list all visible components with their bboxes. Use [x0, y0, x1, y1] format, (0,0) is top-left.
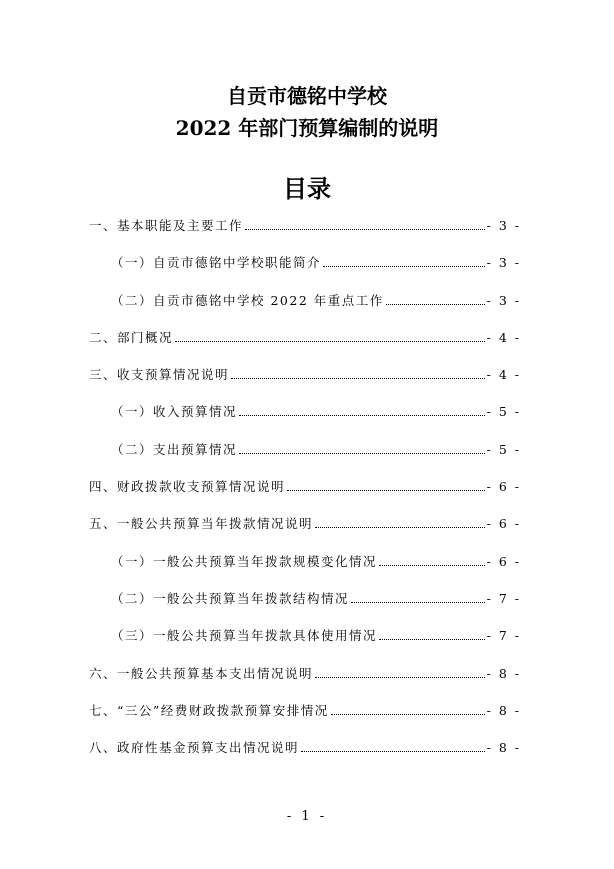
toc-entry-label: （二）支出预算情况	[111, 441, 238, 457]
toc-entry-label: 三、收支预算情况说明	[89, 367, 230, 383]
toc-entry[interactable]	[89, 477, 521, 514]
toc-dot-leader	[331, 713, 485, 715]
toc-entry[interactable]	[89, 589, 521, 626]
toc-entry-label: （二）自贡市德铭中学校 2022 年重点工作	[111, 292, 384, 308]
toc-entry-page: - 5 -	[486, 404, 521, 420]
document-title	[0, 80, 614, 144]
toc-dot-leader	[239, 414, 485, 416]
toc-entry[interactable]	[89, 626, 521, 663]
toc-entry-page: - 3 -	[486, 292, 521, 308]
toc-dot-leader	[315, 526, 485, 528]
toc-dot-leader	[245, 228, 485, 230]
toc-entry-page: - 5 -	[486, 441, 521, 457]
toc-entry-page: - 6 -	[486, 479, 521, 495]
toc-entry[interactable]	[89, 701, 521, 738]
toc-entry-label: 二、部门概况	[89, 329, 174, 345]
toc-entry-page: - 8 -	[486, 665, 521, 681]
toc-entry-label: （一）一般公共预算当年拨款规模变化情况	[111, 553, 378, 569]
toc-dot-leader	[379, 638, 485, 640]
table-of-contents	[89, 216, 521, 775]
toc-entry-label: （一）自贡市德铭中学校职能简介	[111, 255, 322, 271]
toc-entry-label: 一、基本职能及主要工作	[89, 218, 244, 233]
toc-dot-leader	[301, 750, 485, 752]
toc-entry-label: （一）收入预算情况	[111, 404, 238, 420]
toc-entry-page: - 7 -	[486, 590, 521, 606]
toc-entry-page: - 3 -	[486, 255, 521, 271]
toc-entry-label: 六、一般公共预算基本支出情况说明	[89, 665, 314, 681]
toc-entry-label: 八、政府性基金预算支出情况说明	[89, 740, 300, 756]
toc-entry[interactable]	[89, 552, 521, 589]
toc-dot-leader	[386, 303, 485, 305]
toc-entry[interactable]	[89, 253, 521, 290]
toc-entry-page: - 3 -	[486, 218, 521, 233]
toc-entry[interactable]	[89, 291, 521, 328]
toc-entry-label: 四、财政拨款收支预算情况说明	[89, 479, 286, 495]
toc-entry-page: - 8 -	[486, 740, 521, 756]
toc-entry[interactable]	[89, 738, 521, 775]
toc-entry-label: （三）一般公共预算当年拨款具体使用情况	[111, 628, 378, 644]
toc-dot-leader	[239, 452, 485, 454]
toc-entry[interactable]	[89, 365, 521, 402]
toc-dot-leader	[231, 377, 485, 379]
toc-entry-page: - 7 -	[486, 628, 521, 644]
toc-entry-page: - 8 -	[486, 702, 521, 718]
toc-dot-leader	[351, 601, 485, 603]
toc-dot-leader	[323, 265, 485, 267]
toc-dot-leader	[175, 340, 485, 342]
title-school-name: 自贡市德铭中学校	[227, 84, 387, 108]
toc-entry[interactable]	[89, 216, 521, 253]
toc-dot-leader	[287, 489, 485, 491]
page-number-footer: - 1 -	[286, 809, 328, 824]
toc-entry-page: - 4 -	[486, 329, 521, 345]
toc-heading: 目录	[283, 174, 331, 203]
toc-entry-page: - 6 -	[486, 553, 521, 569]
toc-entry[interactable]	[89, 440, 521, 477]
toc-entry-label: 七、“三公”经费财政拨款预算安排情况	[89, 702, 329, 718]
toc-entry[interactable]	[89, 328, 521, 365]
toc-entry-page: - 4 -	[486, 367, 521, 383]
title-budget-description: 2022 年部门预算编制的说明	[175, 116, 439, 140]
toc-entry[interactable]	[89, 514, 521, 551]
toc-dot-leader	[315, 676, 485, 678]
toc-entry[interactable]	[89, 402, 521, 439]
toc-dot-leader	[379, 564, 485, 566]
toc-entry[interactable]	[89, 664, 521, 701]
toc-entry-label: （二）一般公共预算当年拨款结构情况	[111, 590, 350, 606]
toc-entry-label: 五、一般公共预算当年拨款情况说明	[89, 516, 314, 532]
toc-entry-page: - 6 -	[486, 516, 521, 532]
